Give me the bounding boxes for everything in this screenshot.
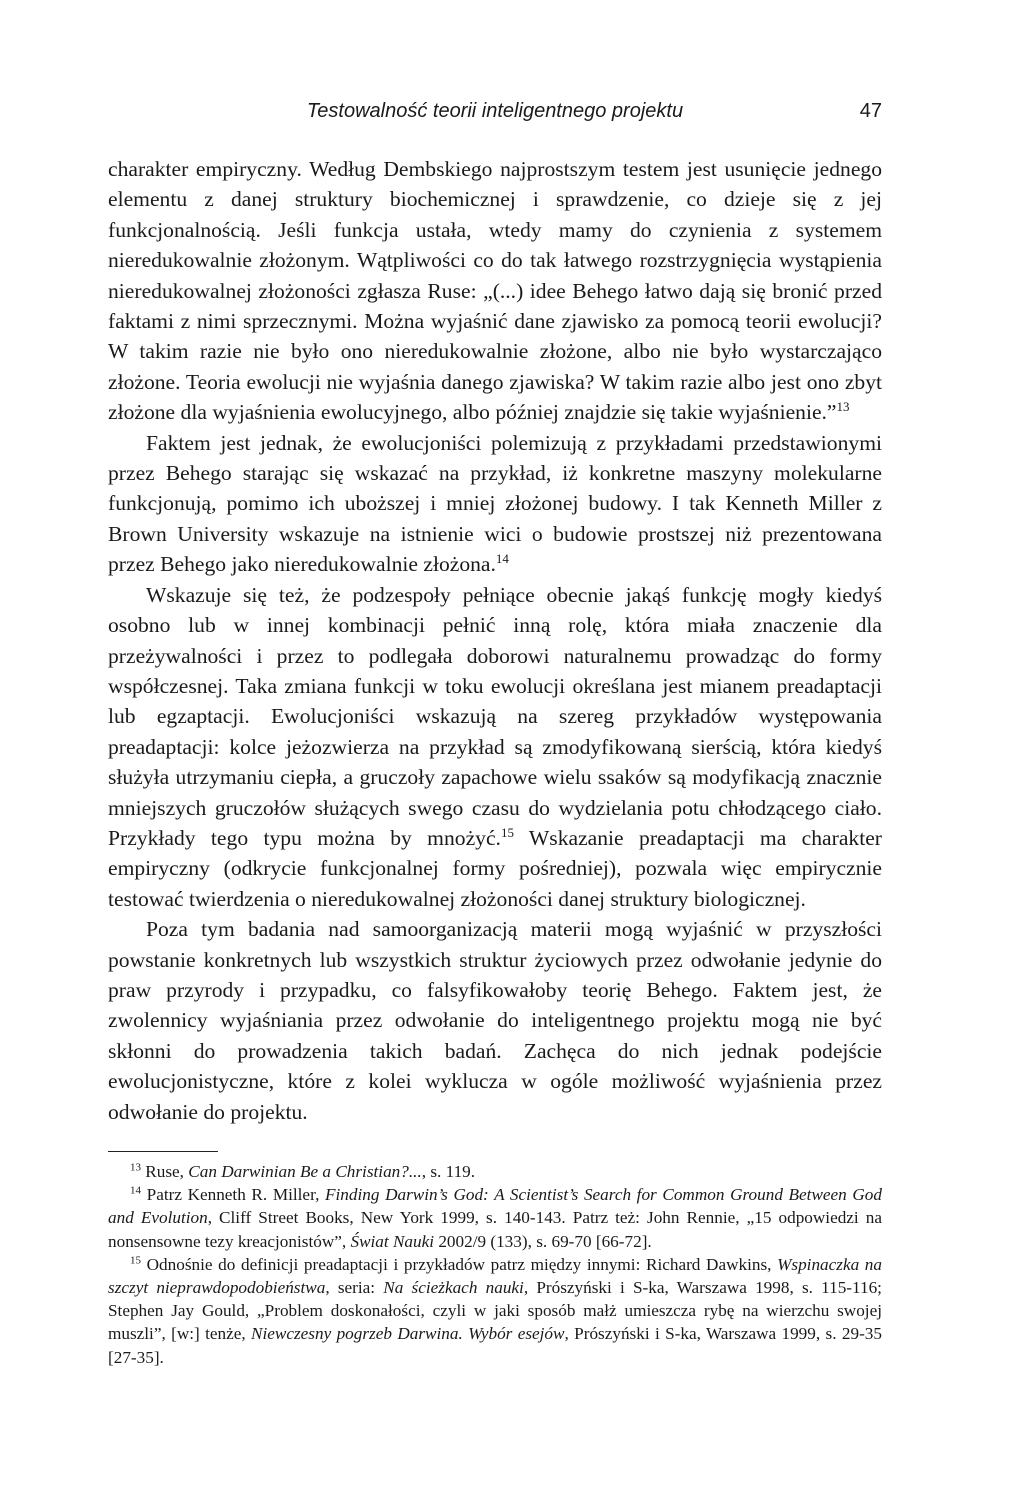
- running-header: [108, 96, 882, 136]
- paragraph-1-text: charakter empiryczny. Według Dembskiego najprostszym testem jest usunięcie jednego elementu z danej struktury biochemicznej i sprawdzenie, co dzieje się z jej funkcjonalnością. Jeśli funkcja ustała, wtedy mamy do czynienia z systemem nieredukowalnie złożonym. Wątpliwości co do tak łatwego rozstrzygnięcia wystąpienia nieredukowalnej złożoności zgłasza Ruse: „(...) idee Behego łatwo dają się bronić przed faktami z nimi sprzecznymi. Można wyjaśnić dane zjawisko za pomocą teorii ewolucji? W takim razie nie było ono nieredukowalnie złożone, albo nie było wystarczająco złożone. Teoria ewolucji nie wyjaśnia danego zjawiska? W takim razie albo jest ono zbyt złożone dla wyjaśnienia ewolucyjnego, albo później znajdzie się takie wyjaśnienie.”: [108, 157, 882, 425]
- footnote-15-series: Na ścieżkach nauki: [383, 1278, 524, 1298]
- footnote-14-number: 14: [130, 1184, 141, 1197]
- book-page: [108, 96, 882, 1369]
- footnote-14-text-b: , Cliff Street Books, New York 1999, s. 140-143. Patrz też: John Rennie, „15 odpowiedzi na nonsensowne tezy kreacjonistów”,: [108, 1208, 882, 1251]
- footnote-15-text-b: , seria:: [325, 1278, 384, 1298]
- footnote-14-text-c: 2002/9 (133), s. 69-70 [66-72].: [434, 1231, 652, 1251]
- paragraph-3-text-b: Wskazanie preadaptacji ma charakter empiryczny (odkrycie funkcjonalnej formy pośredniej), pozwala więc empirycznie testować twierdzenia o nieredukowalnej złożoności danej struktury biologicznej.: [108, 825, 882, 911]
- footnote-14-title: Finding Darwin’s God: A Scientist’s Search for Common Ground Between God and Evolution: [108, 1185, 882, 1228]
- footnote-15: [108, 1253, 882, 1369]
- footnote-ref-13: 13: [836, 399, 850, 415]
- paragraph-2: [108, 428, 882, 580]
- paragraph-4: [108, 914, 882, 1127]
- paragraph-2-text: Faktem jest jednak, że ewolucjoniści polemizują z przykładami przedstawionymi przez Behego starając się wskazać na przykład, iż konkretne maszyny molekularne funkcjonują, pomimo ich uboższej i mniej złożonej budowy. I tak Kenneth Miller z Brown University wskazuje na istnienie wici o budowie prostszej niż prezentowana przez Behego jako nieredukowalnie złożona.: [108, 430, 882, 577]
- paragraph-3: [108, 580, 882, 914]
- footnote-14-journal: Świat Nauki: [350, 1231, 435, 1251]
- footnote-ref-15: 15: [500, 824, 514, 840]
- footnote-14: [108, 1183, 882, 1253]
- paragraph-4-text: Poza tym badania nad samoorganizacją materii mogą wyjaśnić w przyszłości powstanie konkretnych lub wszystkich struktur życiowych przez odwołanie jedynie do praw przyrody i przypadku, co falsyfikowałoby teorię Behego. Faktem jest, że zwolennicy wyjaśniania przez odwołanie do inteligentnego projektu mogą nie być skłonni do prowadzenia takich badań. Zachęca do nich jednak podejście ewolucjonistyczne, które z kolei wyklucza w ogóle możliwość wyjaśnienia przez odwołanie do projektu.: [108, 917, 882, 1124]
- running-title: Testowalność teorii inteligentnego projektu: [306, 100, 684, 122]
- page-number: 47: [859, 100, 882, 122]
- paragraph-3-text-a: Wskazuje się też, że podzespoły pełniące obecnie jakąś funkcję mogły kiedyś osobno lub w innej kombinacji pełnić inną rolę, która miała znaczenie dla przeżywalności i przez to podlegała doborowi naturalnemu prowadząc do formy współczesnej. Taka zmiana funkcji w toku ewolucji określana jest mianem preadaptacji lub egzaptacji. Ewolucjoniści wskazują na szereg przykładów występowania preadaptacji: kolce jeżozwierza na przykład są zmodyfikowaną sierścią, która kiedyś służyła utrzymaniu ciepła, a gruczoły zapachowe wielu ssaków są modyfikacją znacznie mniejszych gruczołów służących swego czasu do wydzielania potu chłodzącego ciało. Przykłady tego typu można by mnożyć.: [108, 582, 882, 850]
- footnote-15-title-2: Niewczesny pogrzeb Darwina. Wybór esejów: [251, 1324, 565, 1344]
- footnote-15-text-c: , Prószyński i S-ka, Warszawa 1998, s. 115-116; Stephen Jay Gould, „Problem doskonałości, czyli w jaki sposób małż umieszcza rybę na wierzchu swojej muszli”, [w:] tenże,: [108, 1278, 882, 1344]
- footnote-13-number: 13: [130, 1161, 141, 1174]
- footnote-14-text-a: Patrz Kenneth R. Miller,: [141, 1185, 326, 1205]
- footnote-ref-14: 14: [495, 551, 509, 567]
- footnote-15-number: 15: [130, 1254, 141, 1267]
- main-text: [108, 154, 882, 1127]
- footnote-13-text-a: Ruse,: [141, 1162, 189, 1181]
- footnote-divider: [108, 1151, 218, 1152]
- footnote-15-text-a: Odnośnie do definicji preadaptacji i przykładów patrz między innymi: Richard Dawkins,: [141, 1254, 778, 1274]
- footnote-13-text-b: , s. 119.: [421, 1162, 476, 1181]
- paragraph-1: [108, 154, 882, 428]
- footnotes: [108, 1160, 882, 1369]
- footnote-15-title-1: Wspinaczka na szczyt nieprawdopodobieństwa: [108, 1254, 882, 1298]
- footnote-13: [108, 1160, 882, 1183]
- footnote-15-text-d: , Prószyński i S-ka, Warszawa 1999, s. 29-35 [27-35].: [108, 1324, 882, 1367]
- footnote-13-title: Can Darwinian Be a Christian?...: [188, 1162, 422, 1181]
